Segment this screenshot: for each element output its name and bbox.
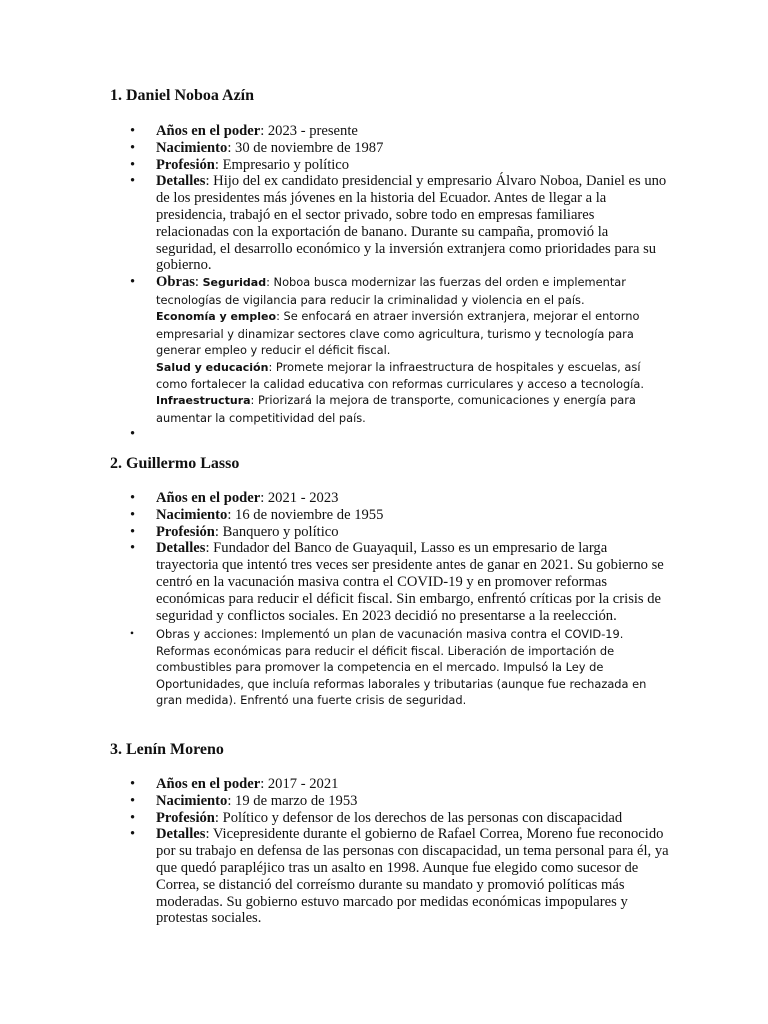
info-list xyxy=(110,490,670,708)
section-moreno xyxy=(110,740,670,927)
list-item-nacimiento: • Nacimiento: 16 de noviembre de 1955 xyxy=(110,507,670,524)
section-heading: 3. Lenín Moreno xyxy=(110,741,224,758)
list-item-detalles: • Detalles: Vicepresidente durante el gobierno de Rafael Correa, Moreno fue reconocido por su trabajo en defensa de las personas con discapacidad, un tema personal para él, ya que quedó parapléjico tras un asalto en 1998. Aunque fue elegido como sucesor de Correa, se distanció del correísmo durante su mandato y promovió políticas más moderadas. Su gobierno estuvo marcado por medidas económicas impopulares y protestas sociales. xyxy=(110,826,670,927)
info-list xyxy=(110,776,670,927)
obras-salud: Salud y educación: Promete mejorar la infraestructura de hospitales y escuelas, así como fortalecer la calidad educativa con reformas curriculares y acceso a tecnología. xyxy=(156,359,644,391)
section-lasso xyxy=(110,454,670,708)
obras-economia: Economía y empleo: Se enfocará en atraer inversión extranjera, mejorar el entorno empresarial y dinamizar sectores clave como agricultura, turismo y tecnología para generar empleo y reducir el déficit fiscal. xyxy=(156,309,640,358)
section-noboa xyxy=(110,86,670,444)
section-heading: 2. Guillermo Lasso xyxy=(110,455,240,472)
list-item-nacimiento: • Nacimiento: 30 de noviembre de 1987 xyxy=(110,140,670,157)
list-item-profesion: • Profesión: Político y defensor de los derechos de las personas con discapacidad xyxy=(110,810,670,827)
list-item-obras: • Obras: Seguridad: Noboa busca modernizar las fuerzas del orden e implementar tecnologías de vigilancia para reducir la criminalidad y violencia en el país. Economía y empleo: Se enfocará en atraer inversión extranjera, mejorar el entorno empresarial y dinamizar sectores clave como agricultura, turismo y tecnología para generar empleo y reducir el déficit fiscal. Salud y educación: Promete mejorar la infraestructura de hospitales y escuelas, así como fortalecer la calidad educativa con reformas curriculares y acceso a tecnología. Infraestructura: Priorizará la mejora de transporte, comunicaciones y energía para aumentar la competitividad del país. xyxy=(110,274,670,426)
obras-seguridad-label: Seguridad xyxy=(202,276,267,290)
list-item-profesion: • Profesión: Banquero y político xyxy=(110,524,670,541)
list-item-anos: • Años en el poder: 2021 - 2023 xyxy=(110,490,670,507)
list-item-nacimiento: • Nacimiento: 19 de marzo de 1953 xyxy=(110,793,670,810)
list-item-empty xyxy=(110,426,670,444)
list-item-detalles: • Detalles: Fundador del Banco de Guayaquil, Lasso es un empresario de larga trayectoria que intentó tres veces ser presidente antes de ganar en 2021. Su gobierno se centró en la vacunación masiva contra el COVID-19 y en promover reformas económicas para reducir el déficit fiscal. Sin embargo, enfrentó críticas por la crisis de seguridad y conflictos sociales. En 2023 decidió no presentarse a la reelección. xyxy=(110,540,670,624)
list-item-anos: • Años en el poder: 2023 - presente xyxy=(110,123,670,140)
list-item-profesion: • Profesión: Empresario y político xyxy=(110,157,670,174)
list-item-obras: • Obras y acciones: Implementó un plan de vacunación masiva contra el COVID-19. Reformas económicas para reducir el déficit fiscal. Liberación de importación de combustibles para promover la competencia en el mercado. Impulsó la Ley de Oportunidades, que incluía reformas laborales y tributarias (aunque fue rechazada en gran medida). Enfrentó una fuerte crisis de seguridad. xyxy=(110,626,670,708)
obras-infraestructura: Infraestructura: Priorizará la mejora de transporte, comunicaciones y energía para aumentar la competitividad del país. xyxy=(156,393,636,425)
info-list xyxy=(110,123,670,444)
list-item-anos: • Años en el poder: 2017 - 2021 xyxy=(110,776,670,793)
list-item-detalles: • Detalles: Hijo del ex candidato presidencial y empresario Álvaro Noboa, Daniel es uno de los presidentes más jóvenes en la historia del Ecuador. Antes de llegar a la presidencia, trabajó en el sector privado, sobre todo en empresas familiares relacionadas con la exportación de banano. Durante su campaña, promovió la seguridad, el desarrollo económico y la inversión extranjera como prioridades para su gobierno. xyxy=(110,173,670,274)
section-heading: 1. Daniel Noboa Azín xyxy=(110,87,255,104)
